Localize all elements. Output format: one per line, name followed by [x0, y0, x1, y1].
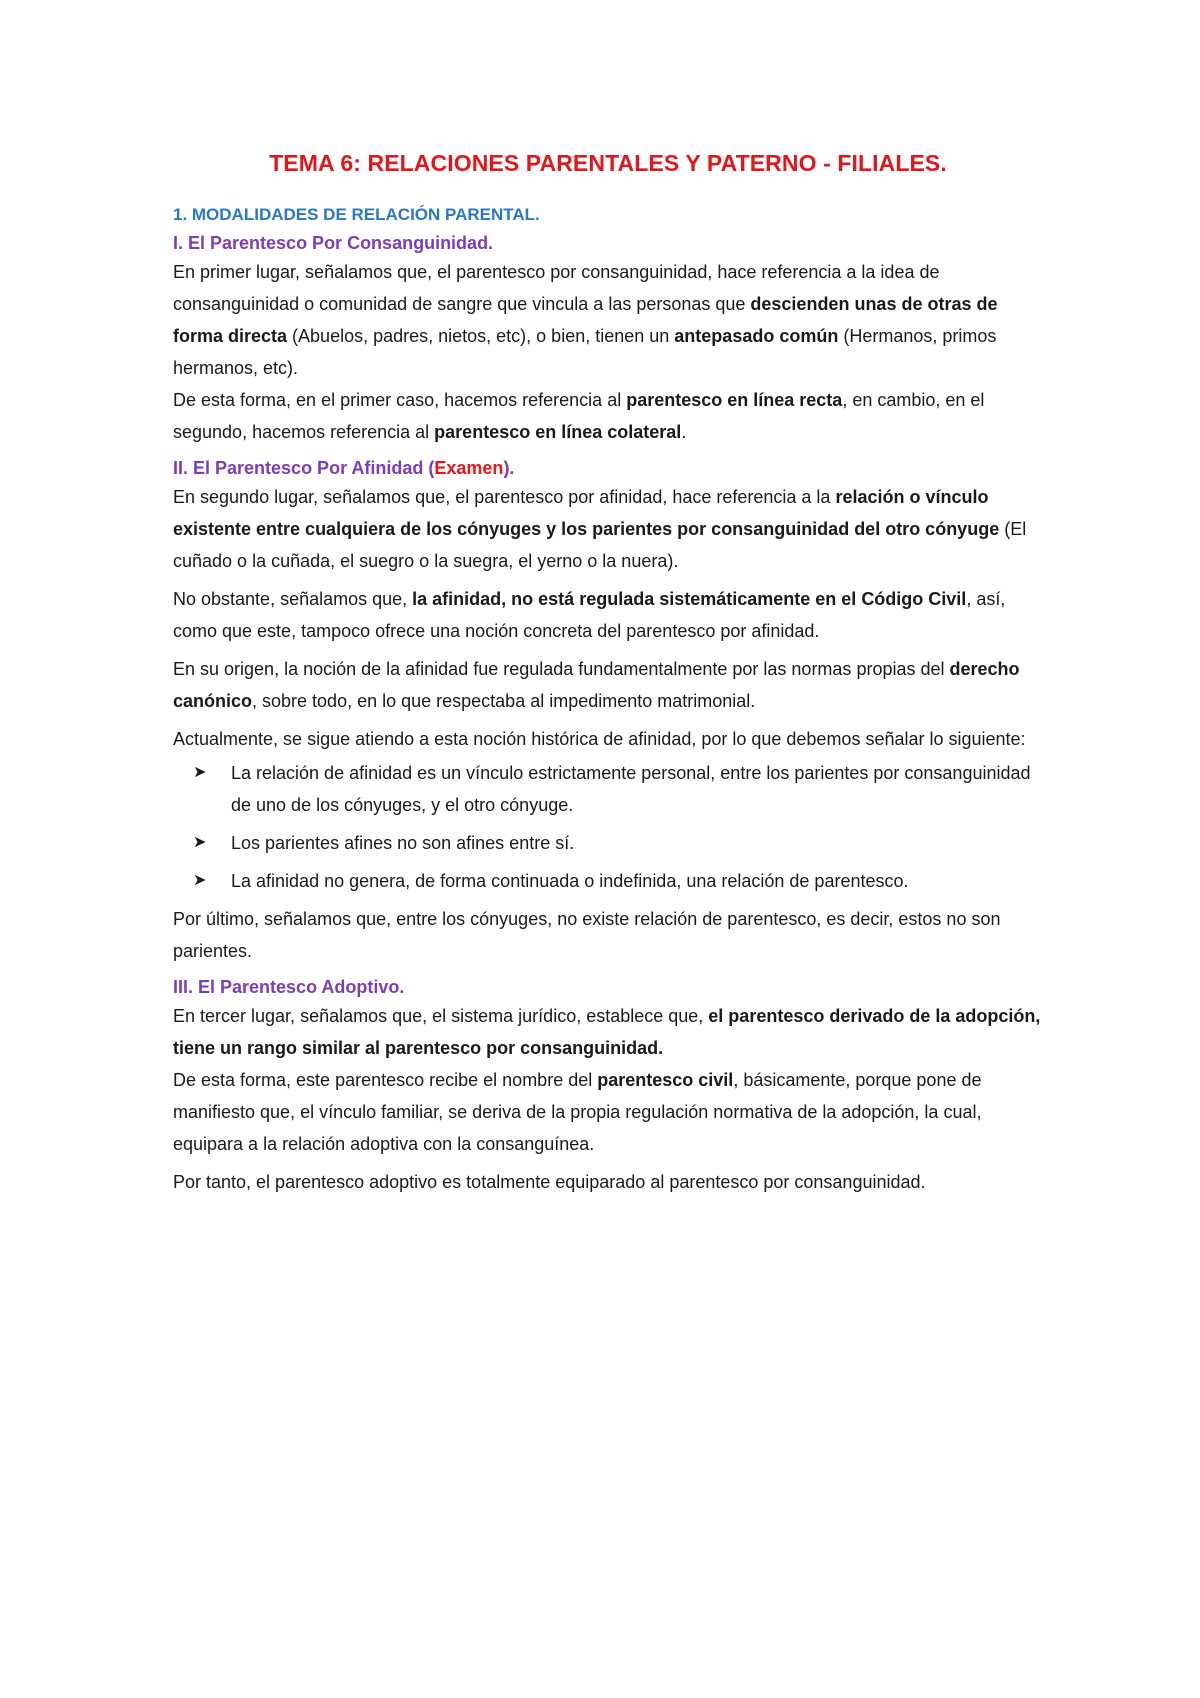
paragraph: [173, 481, 1043, 577]
text: En su origen, la noción de la afinidad fue regulada fundamentalmente por las normas propias del: [173, 659, 950, 679]
bold-text: descienden unas de otras de forma directa: [173, 294, 998, 346]
text: , en cambio, en el segundo, hacemos referencia al: [173, 390, 985, 442]
paragraph: Por tanto, el parentesco adoptivo es totalmente equiparado al parentesco por consanguinidad.: [173, 1172, 926, 1192]
paragraph: [173, 583, 1043, 647]
text: De esta forma, este parentesco recibe el nombre del: [173, 1070, 598, 1090]
text: , básicamente, porque pone de manifiesto que, el vínculo familiar, se deriva de la propia regulación normativa de la adopción, la cual, equipara a la relación adoptiva con la consanguínea.: [173, 1070, 982, 1154]
document-page: [173, 150, 1043, 1208]
list-item: [183, 865, 1043, 897]
list-item: [183, 827, 1043, 859]
list-item-text: La afinidad no genera, de forma continuada o indefinida, una relación de parentesco.: [231, 871, 909, 891]
text: En tercer lugar, señalamos que, el sistema jurídico, establece que,: [173, 1006, 709, 1026]
text: , así, como que este, tampoco ofrece una noción concreta del parentesco por afinidad.: [173, 589, 1006, 641]
document-title: TEMA 6: RELACIONES PARENTALES Y PATERNO - FILIALES.: [269, 150, 947, 176]
bold-text: parentesco civil: [597, 1070, 734, 1090]
section-heading: 1. MODALIDADES DE RELACIÓN PARENTAL.: [173, 205, 540, 224]
bold-text: derecho canónico: [173, 659, 1020, 711]
bold-text: relación o vínculo existente entre cualquiera de los cónyuges y los parientes por consanguinidad del otro cónyuge: [173, 487, 1000, 539]
exam-marker: Examen: [434, 458, 504, 478]
paragraph: Actualmente, se sigue atiendo a esta noción histórica de afinidad, por lo que debemos señalar lo siguiente:: [173, 729, 1026, 749]
paragraph: [173, 653, 1043, 717]
bold-text: antepasado común: [674, 326, 839, 346]
list-item-text: La relación de afinidad es un vínculo estrictamente personal, entre los parientes por consanguinidad de uno de los cónyuges, y el otro cónyuge.: [231, 763, 1031, 815]
list-item-text: Los parientes afines no son afines entre sí.: [231, 833, 575, 853]
text: No obstante, señalamos que,: [173, 589, 413, 609]
subsection-heading: I. El Parentesco Por Consanguinidad.: [173, 233, 494, 253]
heading-text: II. El Parentesco Por Afinidad (: [173, 458, 435, 478]
subsection-adoptivo: [173, 977, 1043, 1198]
paragraph: [173, 1064, 1043, 1160]
text: (Abuelos, padres, nietos, etc), o bien, tienen un: [287, 326, 675, 346]
text: , sobre todo, en lo que respectaba al impedimento matrimonial.: [252, 691, 756, 711]
paragraph: [173, 256, 1043, 384]
bold-text: parentesco en línea colateral: [434, 422, 682, 442]
bold-text: el parentesco derivado de la adopción, tiene un rango similar al parentesco por consanguinidad.: [173, 1006, 1041, 1058]
bullet-list: [173, 757, 1043, 897]
text: (El cuñado o la cuñada, el suegro o la suegra, el yerno o la nuera).: [173, 519, 1027, 571]
subsection-afinidad: [173, 458, 1043, 967]
arrowhead-bullet-icon: ➤: [193, 872, 207, 889]
text: (Hermanos, primos hermanos, etc).: [173, 326, 997, 378]
subsection-consanguinidad: [173, 233, 1043, 448]
arrowhead-bullet-icon: ➤: [193, 764, 207, 781]
paragraph: Por último, señalamos que, entre los cónyuges, no existe relación de parentesco, es decir, estos no son parientes.: [173, 909, 1001, 961]
text: De esta forma, en el primer caso, hacemos referencia al: [173, 390, 627, 410]
heading-text: ).: [503, 458, 515, 478]
list-item: [183, 757, 1043, 821]
text: En segundo lugar, señalamos que, el parentesco por afinidad, hace referencia a la: [173, 487, 836, 507]
paragraph: [173, 384, 1043, 448]
subsection-heading: III. El Parentesco Adoptivo.: [173, 977, 405, 997]
arrowhead-bullet-icon: ➤: [193, 834, 207, 851]
bold-text: parentesco en línea recta: [626, 390, 843, 410]
paragraph: [173, 1000, 1043, 1064]
text: .: [681, 422, 687, 442]
bold-text: la afinidad, no está regulada sistemáticamente en el Código Civil: [412, 589, 967, 609]
text: En primer lugar, señalamos que, el parentesco por consanguinidad, hace referencia a la idea de consanguinidad o comunidad de sangre que vincula a las personas que: [173, 262, 940, 314]
subsection-heading: [173, 458, 1043, 479]
